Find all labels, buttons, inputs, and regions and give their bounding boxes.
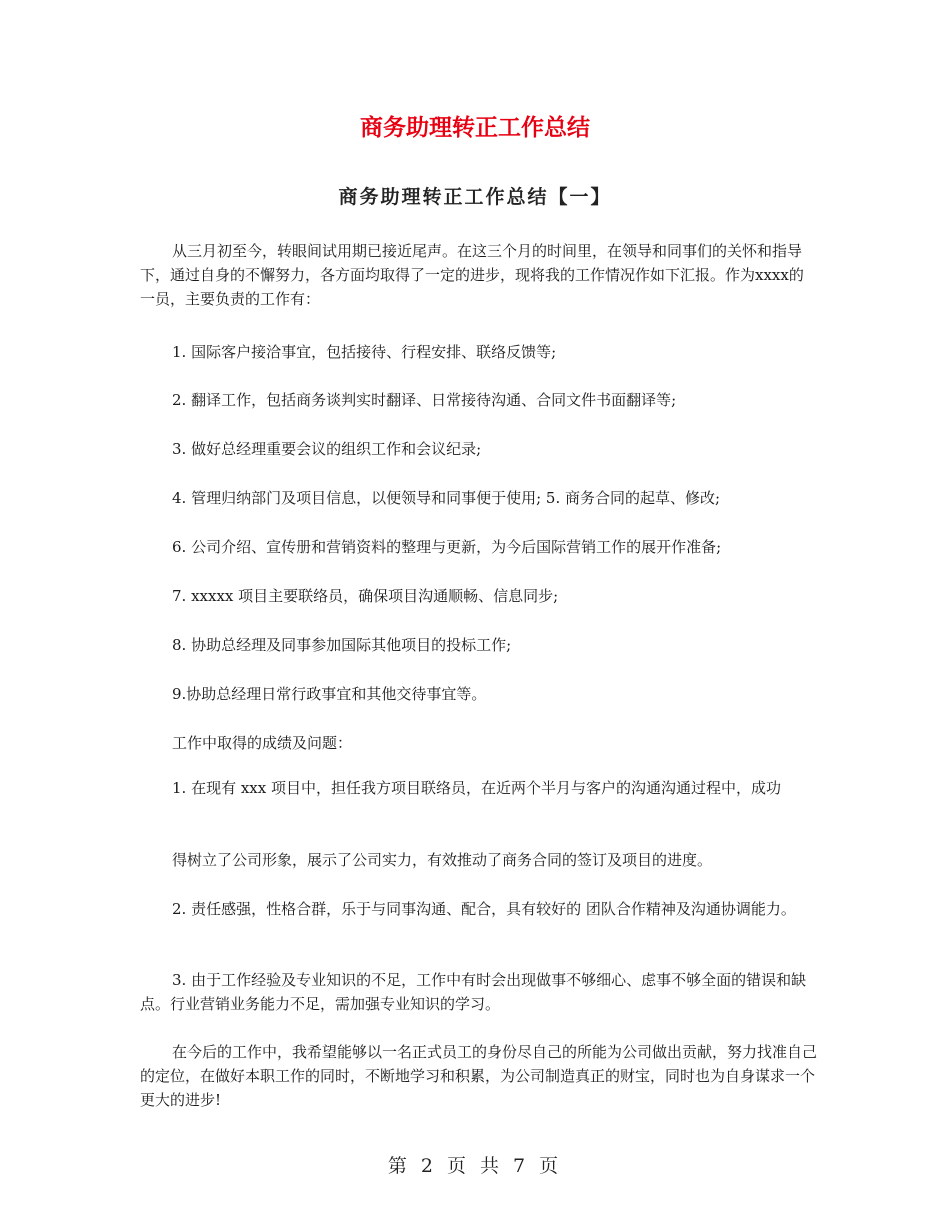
duty-item-6: 6. 公司介绍、宣传册和营销资料的整理与更新，为今后国际营销工作的展开作准备;: [172, 538, 722, 556]
achievement-item-3: 3. 由于工作经验及专业知识的不足，工作中有时会出现做事不够细心、虑事不够全面的错误和缺点。行业营销业务能力不足，需加强专业知识的学习。: [140, 971, 807, 1013]
duty-item-4: 4. 管理归纳部门及项目信息，以便领导和同事便于使用; 5. 商务合同的起草、修改;: [172, 489, 721, 507]
achievements-heading: 工作中取得的成绩及问题：: [172, 734, 353, 752]
intro-paragraph: 从三月初至今，转眼间试用期已接近尾声。在这三个月的时间里，在领导和同事们的关怀和指导下，通过自身的不懈努力，各方面均取得了一定的进步，现将我的工作情况作如下汇报。作为xxxx的一员，主要负责的工作有：: [140, 242, 804, 308]
achievement-item-1: 1. 在现有 xxx 项目中，担任我方项目联络员，在近两个半月与客户的沟通沟通过程中，成功: [172, 779, 781, 797]
duty-item-1: 1. 国际客户接洽事宜，包括接待、行程安排、联络反馈等;: [172, 343, 557, 361]
page-number: 第 2 页 共 7 页: [387, 1155, 563, 1177]
duty-item-3: 3. 做好总经理重要会议的组织工作和会议纪录;: [172, 440, 482, 458]
duty-item-7: 7. xxxxx 项目主要联络员，确保项目沟通顺畅、信息同步;: [172, 587, 559, 605]
achievement-item-2: 2. 责任感强，性格合群，乐于与同事沟通、配合，具有较好的 团队合作精神及沟通协调能力。: [172, 900, 796, 918]
achievement-item-1-continued: 得树立了公司形象，展示了公司实力，有效推动了商务合同的签订及项目的进度。: [172, 851, 713, 869]
section-subtitle: 商务助理转正工作总结【一】: [338, 186, 612, 208]
closing-paragraph: 在今后的工作中，我希望能够以一名正式员工的身份尽自己的所能为公司做出贡献，努力找准自己的定位，在做好本职工作的同时，不断地学习和积累，为公司制造真正的财宝，同时也为自身谋求一个更大的进步!: [140, 1043, 818, 1109]
duty-item-8: 8. 协助总经理及同事参加国际其他项目的投标工作;: [172, 636, 512, 654]
document-title: 商务助理转正工作总结: [360, 115, 590, 141]
duty-item-9: 9.协助总经理日常行政事宜和其他交待事宜等。: [172, 685, 487, 703]
duty-item-2: 2. 翻译工作，包括商务谈判实时翻译、日常接待沟通、合同文件书面翻译等;: [172, 391, 677, 409]
